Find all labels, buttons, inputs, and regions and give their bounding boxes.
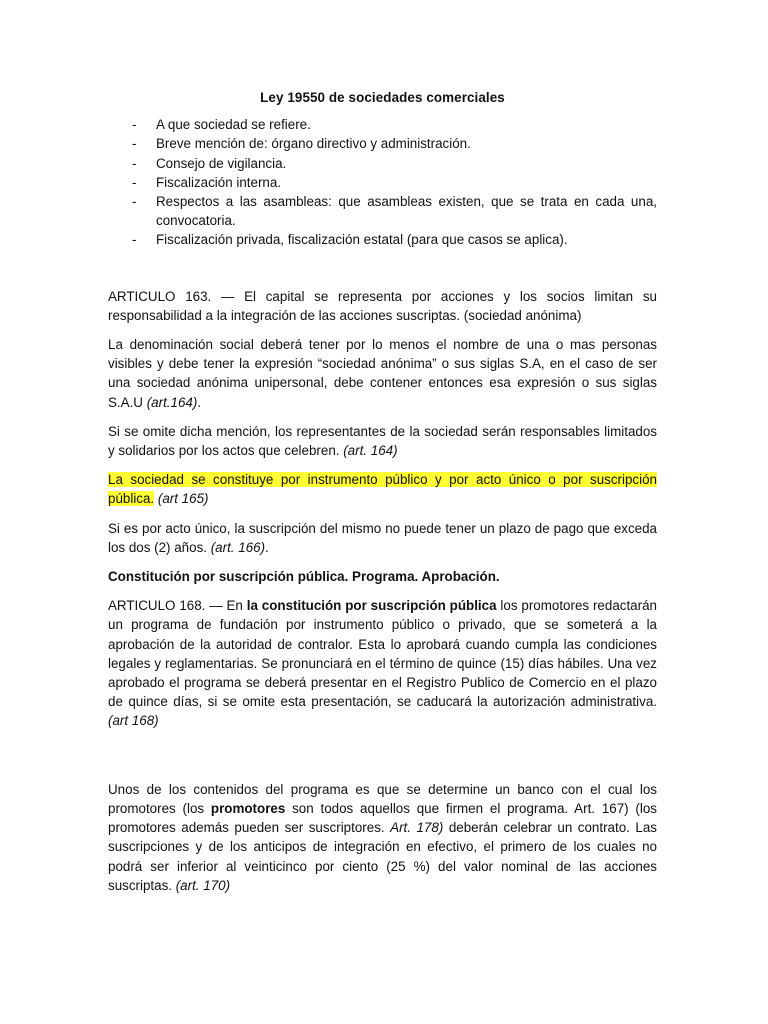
article-reference: (art.164) xyxy=(146,394,198,410)
topic-text: Fiscalización interna. xyxy=(156,174,282,190)
bold-text: la constitución por suscripción pública xyxy=(246,598,497,614)
list-item xyxy=(108,134,657,153)
article-reference: Art. 178) xyxy=(390,820,444,836)
topic-text: Breve mención de: órgano directivo y administración. xyxy=(156,136,471,152)
paragraph-text: son todos aquellos que firmen el programa. Art. 167) (los promotores además pueden ser suscriptores. xyxy=(108,800,657,836)
paragraph-text: Unos de los contenidos del programa es que se determine un banco con el cual los promotores (los xyxy=(108,781,657,816)
topic-text: A que sociedad se refiere. xyxy=(156,117,311,133)
paragraph-art-168 xyxy=(108,596,657,730)
bullet-dash: - xyxy=(132,155,137,171)
paragraph-tail: . xyxy=(265,539,269,555)
bullet-dash: - xyxy=(132,232,137,248)
article-reference: (art. 164) xyxy=(343,443,398,459)
list-item xyxy=(108,115,657,134)
paragraph-art-170 xyxy=(108,780,657,895)
paragraph-text: Si se omite dicha mención, los representantes de la sociedad serán responsables limitados y solidarios por los actos que celebren. xyxy=(108,423,657,459)
list-item xyxy=(108,173,657,192)
article-reference: (art. 166) xyxy=(210,539,266,555)
bullet-dash: - xyxy=(132,136,137,152)
paragraph-art-164-omision xyxy=(108,422,657,460)
article-reference: (art 165) xyxy=(154,491,209,507)
spacer xyxy=(108,250,657,287)
list-item xyxy=(108,230,657,249)
paragraph-art-166 xyxy=(108,519,657,557)
paragraph-art-165 xyxy=(108,470,657,508)
list-item xyxy=(108,192,657,230)
paragraph-text: La denominación social deberá tener por lo menos el nombre de una o mas personas visibles y debe tener la expresión “sociedad anónima” o sus siglas S.A, en el caso de ser una sociedad anónima unipersonal, debe contener entonces esa expresión o sus siglas S.A.U xyxy=(108,337,657,410)
document-title: Ley 19550 de sociedades comerciales xyxy=(260,90,505,105)
list-item xyxy=(108,154,657,173)
bullet-dash: - xyxy=(132,194,137,210)
paragraph-art-163 xyxy=(108,287,657,325)
topic-text: Fiscalización privada, fiscalización estatal (para que casos se aplica). xyxy=(156,232,568,248)
paragraph-text: ARTICULO 163. — El capital se representa por acciones y los socios limitan su responsabilidad a la integración de las acciones suscriptas. (sociedad anónima) xyxy=(108,288,657,323)
paragraph-art-164-denominacion xyxy=(108,335,657,412)
highlighted-text: La sociedad se constituye por instrumento público y por acto único o por suscripción pública. xyxy=(108,472,657,507)
article-reference: (art 168) xyxy=(108,713,159,729)
bullet-dash: - xyxy=(132,117,137,133)
topic-text: Respectos a las asambleas: que asambleas existen, que se trata en cada una, convocatoria. xyxy=(156,194,657,229)
spacer xyxy=(108,741,657,780)
paragraph-text: Si es por acto único, la suscripción del mismo no puede tener un plazo de pago que exceda los dos (2) años. xyxy=(108,520,657,555)
section-heading: Constitución por suscripción pública. Programa. Aprobación. xyxy=(108,569,500,585)
paragraph-text: los promotores redactarán un programa de fundación por instrumento público o privado, que se someterá a la aprobación de la autoridad de contralor. Esta lo aprobará cuando cumpla las condiciones legales y reglamentarias. Se pronunciará en el término de quince (15) días hábiles. Una vez aprobado el programa se deberá presentar en el Registro Publico de Comercio en el plazo de quince días, si se omite esta presentación, se caducará la autorización administrativa. xyxy=(108,598,657,710)
article-reference: (art. 170) xyxy=(175,877,231,893)
document-body xyxy=(108,88,657,905)
topics-list xyxy=(108,115,657,249)
paragraph-tail: . xyxy=(197,394,202,410)
bold-text: promotores xyxy=(210,800,286,816)
topic-text: Consejo de vigilancia. xyxy=(156,155,287,171)
paragraph-text: deberán celebrar un contrato. Las suscripciones y de los anticipos de integración en efectivo, el primero de los cuales no podrá ser inferior al veinticinco por ciento (25 %) del valor nominal de las acciones suscriptas. xyxy=(108,820,657,893)
bullet-dash: - xyxy=(132,174,137,190)
paragraph-lead: ARTICULO 168. — En xyxy=(108,598,247,614)
